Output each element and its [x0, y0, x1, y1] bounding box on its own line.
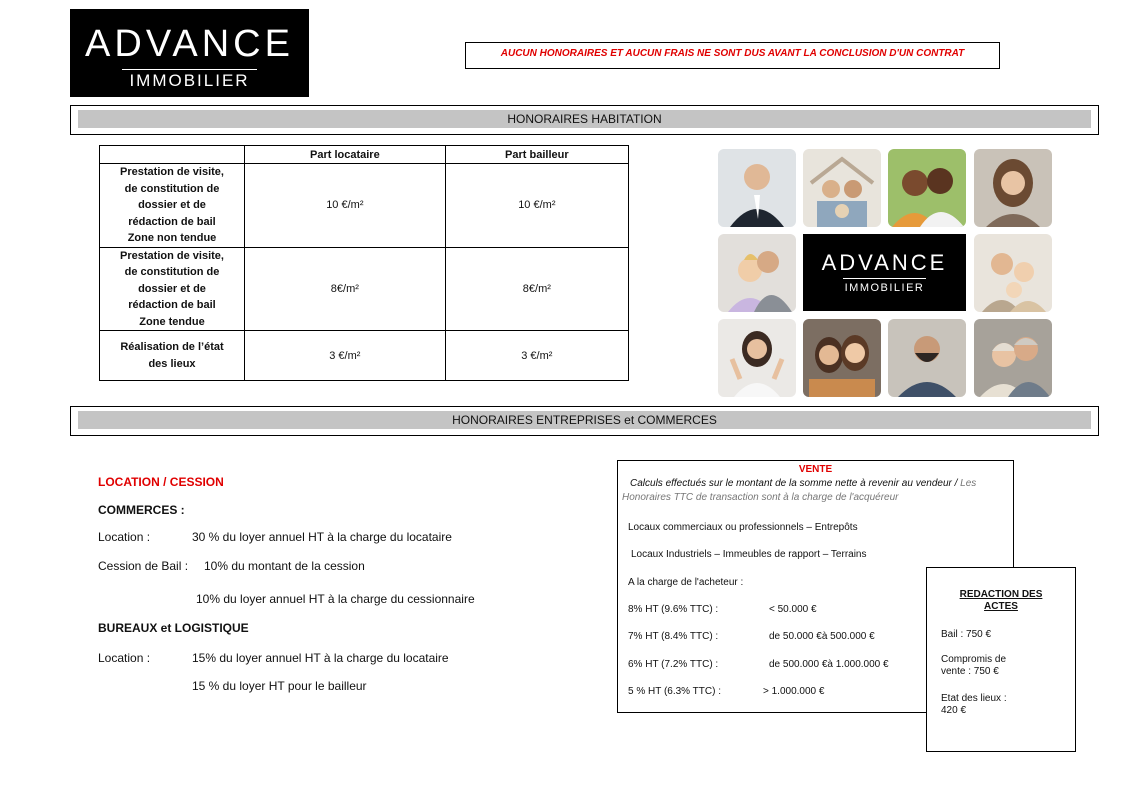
vente-tier-rate: 6% HT (7.2% TTC) :	[628, 659, 719, 670]
bureaux-title: BUREAUX et LOGISTIQUE	[98, 621, 249, 635]
row-label-line: des lieux	[148, 357, 196, 370]
mosaic-logo-divider	[843, 278, 926, 279]
notice-banner: AUCUN HONORAIRES ET AUCUN FRAIS NE SONT DUS AVANT LA CONCLUSION D'UN CONTRAT	[465, 42, 1000, 69]
actes-box	[926, 567, 1076, 752]
cell-locataire: 8€/m²	[245, 247, 446, 331]
commerces-location-value: 30 % du loyer annuel HT à la charge du locataire	[192, 530, 452, 544]
photo-couple-laughing	[888, 149, 966, 227]
row-label-line: rédaction de bail	[128, 299, 216, 311]
cession-value-1: 10% du montant de la cession	[204, 559, 365, 573]
vente-tier-rate: 5 % HT (6.3% TTC) :	[628, 686, 721, 697]
mosaic-logo-brand: ADVANCE	[821, 250, 948, 275]
actes-title-line-2: ACTES	[984, 601, 1018, 612]
actes-title-line-1: REDACTION DES	[959, 589, 1043, 600]
cession-label: Cession de Bail :	[98, 559, 189, 573]
vente-title: VENTE	[798, 464, 833, 475]
section-habitation-title: HONORAIRES HABITATION	[78, 110, 1091, 128]
actes-bail: Bail : 750 €	[941, 629, 992, 640]
photo-businessman	[718, 149, 796, 227]
vente-tier-range: > 1.000.000 €	[763, 686, 825, 697]
row-label	[100, 164, 245, 248]
section-habitation	[70, 105, 1099, 135]
row-label-line: Prestation de visite,	[120, 166, 224, 178]
section-entreprises	[70, 406, 1099, 436]
row-label-line: de constitution de	[124, 266, 220, 278]
photo-family-house	[803, 149, 881, 227]
vente-charge-acheteur: A la charge de l'acheteur :	[628, 577, 744, 588]
vente-tier-rate: 7% HT (8.4% TTC) :	[628, 631, 719, 642]
row-label	[100, 331, 245, 381]
cell-locataire: 10 €/m²	[245, 164, 446, 248]
commerces-location-label: Location :	[98, 530, 151, 544]
actes-compromis-line-1: Compromis de	[941, 654, 1007, 665]
table-row	[100, 247, 629, 331]
vente-calc-line-1	[630, 478, 976, 489]
vente-locaux-commerciaux: Locaux commerciaux ou professionnels – Entrepôts	[628, 522, 858, 533]
table-row	[100, 164, 629, 248]
row-label-line: rédaction de bail	[128, 215, 216, 228]
photo-family-children	[974, 234, 1052, 312]
vente-locaux-industriels: Locaux Industriels – Immeubles de rapport – Terrains	[631, 549, 867, 560]
row-label-line: Réalisation de l’état	[120, 341, 224, 353]
actes-etat-line-1: Etat des lieux :	[941, 693, 1007, 704]
logo-divider	[122, 69, 257, 70]
photo-two-women	[803, 319, 881, 397]
row-label-line: Prestation de visite,	[120, 249, 224, 262]
table-header-empty	[100, 146, 245, 164]
vente-tier-range: < 50.000 €	[769, 604, 817, 615]
logo-brand: ADVANCE	[85, 23, 294, 65]
cell-locataire: 3 €/m²	[245, 331, 446, 381]
commerces-title: COMMERCES :	[98, 503, 185, 517]
bureaux-value-2: 15 % du loyer HT pour le bailleur	[192, 679, 367, 693]
row-label	[100, 247, 245, 331]
advance-logo	[70, 9, 309, 97]
section-entreprises-title: HONORAIRES ENTREPRISES et COMMERCES	[78, 411, 1091, 429]
vente-tier-rate: 8% HT (9.6% TTC) :	[628, 604, 719, 615]
row-label-line: dossier et de	[138, 282, 206, 295]
photo-excited-woman	[718, 319, 796, 397]
bureaux-value-1: 15% du loyer annuel HT à la charge du locataire	[192, 651, 449, 665]
photo-senior-couple	[974, 319, 1052, 397]
photo-bearded-man	[888, 319, 966, 397]
cession-value-2: 10% du loyer annuel HT à la charge du cessionnaire	[196, 592, 475, 606]
row-label-line: de constitution de	[124, 182, 220, 195]
mosaic-advance-logo	[803, 234, 966, 311]
table-row	[100, 331, 629, 381]
actes-compromis-line-2: vente : 750 €	[941, 666, 999, 677]
row-label-line: Zone tendue	[139, 315, 205, 328]
vente-calc-line-2: Honoraires TTC de transaction sont à la charge de l'acquéreur	[622, 492, 899, 503]
row-label-line: Zone non tendue	[127, 232, 217, 244]
table-header-row	[100, 146, 629, 164]
table-header-bailleur: Part bailleur	[445, 146, 628, 164]
photo-smiling-woman	[974, 149, 1052, 227]
vente-calc-text-grey: Les	[960, 478, 977, 489]
vente-tier-range: de 50.000 €à 500.000 €	[769, 631, 875, 642]
cell-bailleur: 3 €/m²	[445, 331, 628, 381]
mosaic-logo-sub: IMMOBILIER	[844, 282, 925, 294]
actes-etat-line-2: 420 €	[941, 705, 967, 716]
photo-couple-embrace	[718, 234, 796, 312]
row-label-line: dossier et de	[138, 199, 206, 211]
logo-sub: IMMOBILIER	[129, 71, 250, 90]
cell-bailleur: 8€/m²	[445, 247, 628, 331]
vente-calc-text: Calculs effectués sur le montant de la somme nette à revenir au vendeur /	[630, 478, 961, 489]
habitation-fees-table	[99, 145, 629, 381]
vente-tier-range: de 500.000 €à 1.000.000 €	[769, 659, 889, 670]
location-cession-title: LOCATION / CESSION	[98, 475, 224, 489]
cell-bailleur: 10 €/m²	[445, 164, 628, 248]
table-header-locataire: Part locataire	[245, 146, 446, 164]
bureaux-location-label: Location :	[98, 651, 151, 665]
